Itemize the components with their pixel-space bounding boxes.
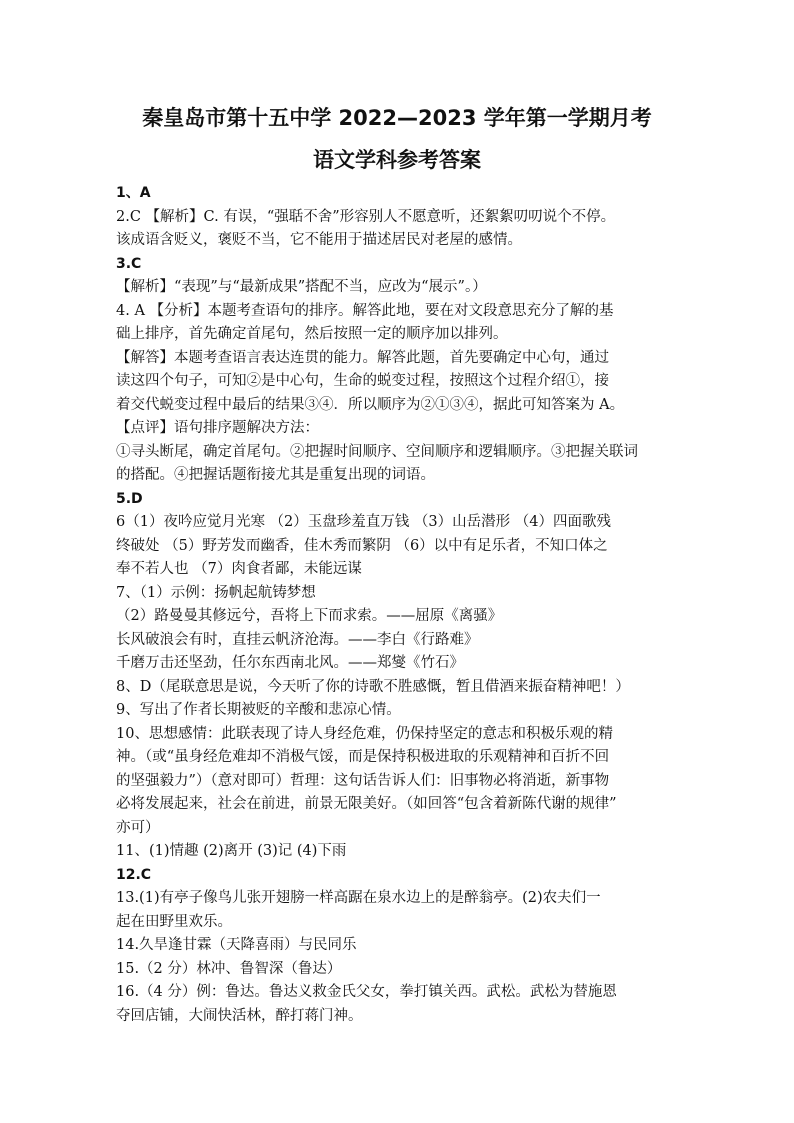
answer-line: 10、思想感情：此联表现了诗人身经危难，仍保持坚定的意志和积极乐观的精: [116, 725, 613, 742]
answer-line: 必将发展起来，社会在前进，前景无限美好。（如回答“包含着新陈代谢的规律”: [116, 796, 617, 812]
answer-line: 13.(1)有亭子像鸟儿张开翅膀一样高踞在泉水边上的是醉翁亭。(2)农夫们一: [116, 890, 601, 906]
document-title: 秦皇岛市第十五中学 2022—2023 学年第一学期月考: [142, 106, 652, 130]
answer-line: 神。（或“虽身经危难却不消极气馁，而是保持积极进取的乐观精神和百折不回: [116, 749, 610, 765]
answer-line: 11、(1)情趣 (2)离开 (3)记 (4)下雨: [116, 843, 347, 859]
answer-line: 3.C: [116, 255, 142, 272]
answer-line: 【解答】本题考查语言表达连贯的能力。解答此题，首先要确定中心句，通过: [116, 349, 609, 366]
answer-line: 8、D（尾联意思是说，今天听了你的诗歌不胜感慨，暂且借酒来振奋精神吧！）: [116, 678, 630, 695]
answer-line: 1、A: [116, 185, 151, 201]
answer-line: 起在田野里欢乐。: [116, 913, 232, 930]
answer-line: 7、（1）示例：扬帆起航铸梦想: [116, 584, 316, 601]
answer-line: 该成语含贬义，褒贬不当，它不能用于描述居民对老屋的感情。: [116, 232, 522, 248]
answer-line: 夺回店铺，大闹快活林，醉打蒋门神。: [116, 1007, 363, 1024]
answer-line: 14.久旱逢甘霖（天降喜雨）与民同乐: [116, 937, 357, 953]
answer-line: 9、写出了作者长期被贬的辛酸和悲凉心情。: [116, 702, 401, 718]
answer-line: 的坚强毅力”）（意对即可）哲理：这句话告诉人们：旧事物必将消逝，新事物: [116, 772, 610, 789]
answer-line: ①寻头断尾，确定首尾句。②把握时间顺序、空间顺序和逻辑顺序。③把握关联词: [116, 443, 638, 460]
answer-line: 15.（2 分）林冲、鲁智深（鲁达）: [116, 960, 342, 977]
answer-line: 5.D: [116, 490, 143, 507]
answer-line: 的搭配。④把握话题衔接尤其是重复出现的词语。: [116, 467, 435, 483]
answer-line: 读这四个句子，可知②是中心句，生命的蜕变过程，按照这个过程介绍①，接: [116, 373, 609, 389]
answer-line: 【点评】语句排序题解决方法：: [116, 420, 319, 436]
answer-line: 2.C 【解析】C. 有误，“强聒不舍”形容别人不愿意听，还絮絮叨叨说个不停。: [116, 208, 616, 225]
answer-line: 6（1）夜吟应觉月光寒 （2）玉盘珍羞直万钱 （3）山岳潜形 （4）四面歌残: [116, 514, 611, 530]
answer-line: 础上排序，首先确定首尾句，然后按照一定的顺序加以排列。: [116, 326, 508, 342]
answer-line: 【解析】“表现”与“最新成果”搭配不当，应改为“展示”。）: [116, 279, 487, 295]
answer-line: 12.C: [116, 866, 152, 883]
answer-line: 4. A 【分析】本题考查语句的排序。解答此地，要在对文段意思充分了解的基: [116, 302, 614, 319]
answer-line: 16.（4 分）例：鲁达。鲁达义救金氏父女，拳打镇关西。武松。武松为替施恩: [116, 984, 617, 1000]
answer-line: 着交代蜕变过程中最后的结果③④．所以顺序为②①③④，据此可知答案为 A。: [116, 396, 625, 413]
answer-line: 亦可）: [116, 819, 160, 836]
answer-line: 终破处 （5）野芳发而幽香，佳木秀而繁阴 （6）以中有足乐者，不知口体之: [116, 537, 608, 554]
answer-line: 千磨万击还坚劲，任尔东西南北风。——郑燮《竹石》: [116, 655, 464, 671]
answer-line: （2）路曼曼其修远兮，吾将上下而求索。——屈原《离骚》: [116, 608, 503, 624]
answer-content: [116, 182, 696, 1028]
answer-line: 奉不若人也 （7）肉食者鄙，未能远谋: [116, 561, 362, 577]
document-subtitle: 语文学科参考答案: [313, 148, 481, 172]
answer-line: 长风破浪会有时，直挂云帆济沧海。——李白《行路难》: [116, 631, 479, 648]
